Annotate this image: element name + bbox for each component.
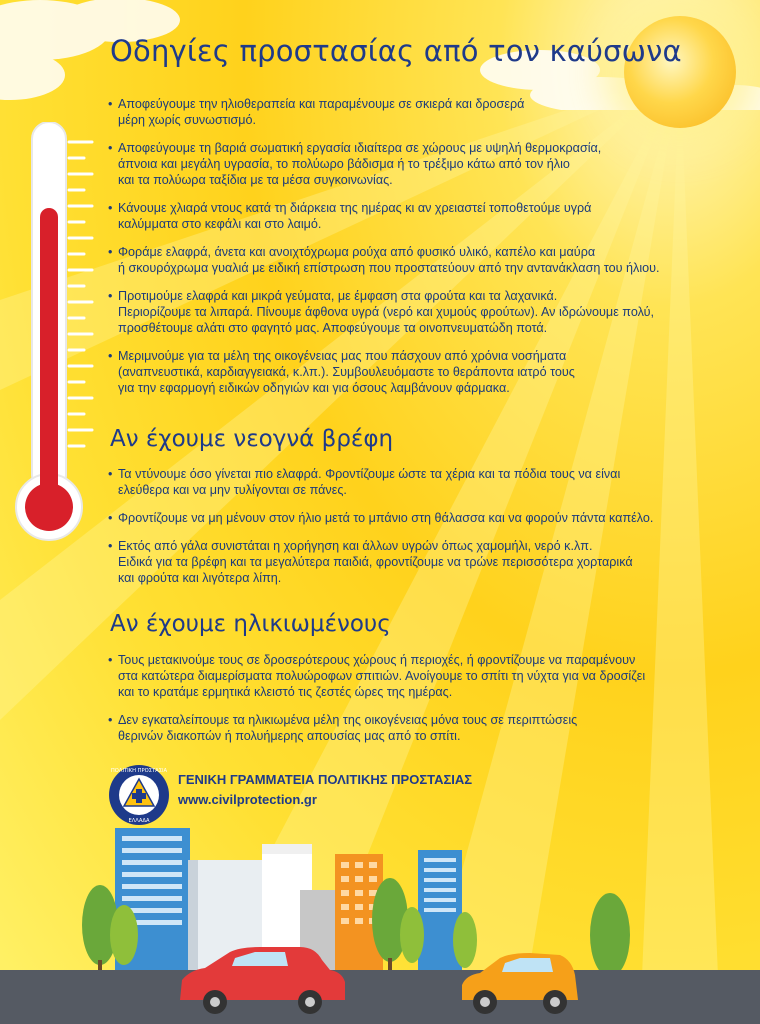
general-guideline-item: • Αποφεύγουμε την ηλιοθεραπεία και παραμένουμε σε σκιερά και δροσερά μέρη χωρίς συνωστισμό. xyxy=(108,96,728,128)
general-guidelines-list xyxy=(108,96,728,408)
elderly-guidelines-list xyxy=(108,652,728,756)
infants-guideline-item: • Φροντίζουμε να μη μένουν στον ήλιο μετά το μπάνιο στη θάλασσα και να φορούν πάντα καπέλο. xyxy=(108,510,728,526)
seal-bottom-text: ΕΛΛΑΔΑ xyxy=(128,818,150,824)
thermometer-illustration xyxy=(14,122,104,542)
infants-heading: Αν έχουμε νεογνά βρέφη xyxy=(110,426,394,452)
page-title: Οδηγίες προστασίας από τον καύσωνα xyxy=(110,34,682,68)
organization-website-link[interactable]: www.civilprotection.gr xyxy=(178,792,317,807)
civil-protection-seal-icon xyxy=(108,764,170,826)
infants-guideline-item: • Τα ντύνουμε όσο γίνεται πιο ελαφρά. Φροντίζουμε ώστε τα χέρια και τα πόδια τους να είναι ελεύθερα και να μην τυλίγονται σε πάνες. xyxy=(108,466,728,498)
seal-top-text: ΠΟΛΙΤΙΚΗ ΠΡΟΣΤΑΣΙΑ xyxy=(110,768,168,774)
general-guideline-item: • Μεριμνούμε για τα μέλη της οικογένειας μας που πάσχουν από χρόνια νοσήματα (αναπνευστικά, καρδιαγγειακά, κ.λπ.). Συμβουλευόμαστε το θεράποντα ιατρό τους για την εφαρμογή ειδικών οδηγιών και για όσους λαμβάνουν φάρμακα. xyxy=(108,348,728,396)
infants-guidelines-list xyxy=(108,466,728,598)
infants-guideline-item: • Εκτός από γάλα συνιστάται η χορήγηση και άλλων υγρών όπως χαμομήλι, νερό κ.λπ. Ειδικά για τα βρέφη και τα μεγαλύτερα παιδιά, φροντίζουμε να τρώνε περισσότερα χορταρικά και φρούτα και λιγότερα λίπη. xyxy=(108,538,728,586)
civil-protection-footer xyxy=(108,764,528,828)
general-guideline-item: • Φοράμε ελαφρά, άνετα και ανοιχτόχρωμα ρούχα από φυσικό υλικό, καπέλο και μαύρα ή σκουρόχρωμα γυαλιά με ειδική επίστρωση που προστατεύουν από την αντανάκλαση του ήλιου. xyxy=(108,244,728,276)
elderly-heading: Αν έχουμε ηλικιωμένους xyxy=(110,611,391,637)
general-guideline-item: • Προτιμούμε ελαφρά και μικρά γεύματα, με έμφαση στα φρούτα και τα λαχανικά. Περιορίζουμε τα λιπαρά. Πίνουμε άφθονα υγρά (νερό και χυμούς φρούτων). Αν ιδρώνουμε πολύ, προσθέτουμε αλάτι στο φαγητό μας. Αποφεύγουμε τα οινοπνευματώδη ποτά. xyxy=(108,288,728,336)
elderly-guideline-item: • Δεν εγκαταλείπουμε τα ηλικιωμένα μέλη της οικογένειας μόνα τους σε περιπτώσεις θερινών διακοπών ή πολυήμερης απουσίας μας από το σπίτι. xyxy=(108,712,728,744)
general-guideline-item: • Κάνουμε χλιαρά ντους κατά τη διάρκεια της ημέρας κι αν χρειαστεί τοποθετούμε υγρά καλύμματα στο κεφάλι και στο λαιμό. xyxy=(108,200,728,232)
elderly-guideline-item: • Τους μετακινούμε τους σε δροσερότερους χώρους ή περιοχές, ή φροντίζουμε να παραμένουν στα κατώτερα διαμερίσματα πολυώροφων σπιτιών. Ανοίγουμε το σπίτι τη νύχτα για να δροσίζει και το κρατάμε ερμητικά κλειστό τις ζεστές ώρες της ημέρας. xyxy=(108,652,728,700)
organization-name: ΓΕΝΙΚΗ ΓΡΑΜΜΑΤΕΙΑ ΠΟΛΙΤΙΚΗΣ ΠΡΟΣΤΑΣΙΑΣ xyxy=(178,772,473,787)
city-street-illustration xyxy=(0,820,760,1024)
general-guideline-item: • Αποφεύγουμε τη βαριά σωματική εργασία ιδιαίτερα σε χώρους με υψηλή θερμοκρασία, άπνοια και μεγάλη υγρασία, το πολύωρο βάδισμα ή το τρέξιμο κάτω από τον ήλιο και τα πολύωρα ταξίδια με τα μέσα συγκοινωνίας. xyxy=(108,140,728,188)
